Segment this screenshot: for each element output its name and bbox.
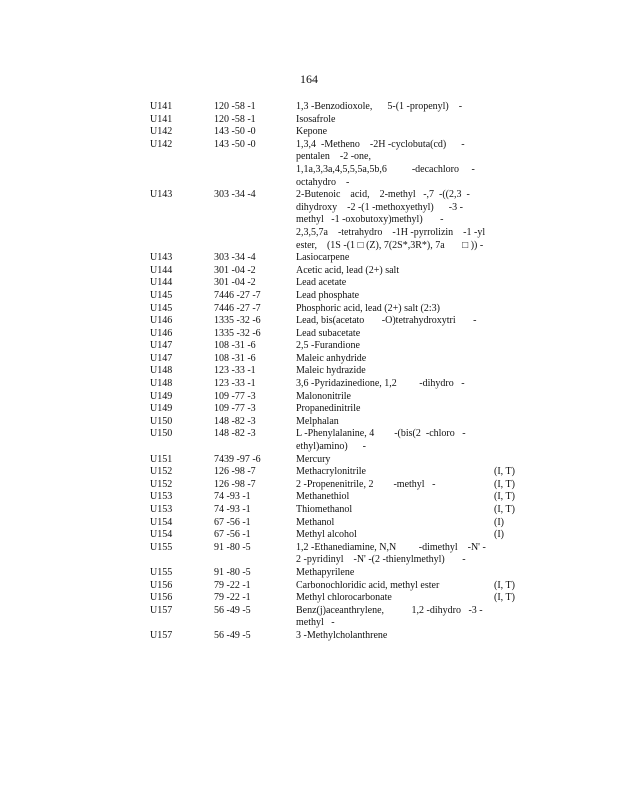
hazard-code: (I, T) — [494, 491, 515, 503]
waste-code: U146 — [150, 315, 173, 327]
cas-number: 148 -82 -3 — [214, 428, 256, 440]
substance-name-line: 3 -Methylcholanthrene — [296, 629, 388, 641]
hazard-code: (I, T) — [494, 592, 515, 604]
substance-name-line: Methanethiol — [296, 491, 350, 503]
waste-code: U148 — [150, 365, 173, 377]
substance-name — [296, 605, 494, 630]
substance-name-line: Acetic acid, lead (2+) salt — [296, 264, 400, 276]
substance-name-line: Lasiocarpene — [296, 252, 350, 264]
substance-name-line: ethyl)amino) - — [296, 441, 366, 453]
waste-code: U141 — [150, 101, 173, 112]
waste-code: U147 — [150, 352, 173, 364]
cas-number: 123 -33 -1 — [214, 378, 256, 390]
cas-number: 91 -80 -5 — [214, 566, 251, 578]
table-row — [150, 428, 530, 453]
table-row — [150, 403, 530, 416]
cas-number: 148 -82 -3 — [214, 415, 256, 427]
substance-name-line: 1,3,4 -Metheno -2H -cyclobuta(cd) - — [296, 138, 465, 150]
substance-name-line: octahydro - — [296, 176, 350, 188]
table-row — [150, 416, 530, 429]
table-row — [150, 340, 530, 353]
substance-name — [296, 139, 494, 189]
cas-number: 109 -77 -3 — [214, 403, 256, 415]
substance-name — [296, 567, 494, 580]
hazard-code: (I, T) — [494, 504, 515, 515]
table-row — [150, 315, 530, 328]
waste-code: U151 — [150, 453, 173, 465]
waste-code: U144 — [150, 264, 173, 276]
substance-name-line: dihydroxy -2 -(1 -methoxyethyl) -3 - — [296, 201, 463, 213]
cas-number: 79 -22 -1 — [214, 592, 251, 604]
substance-name — [296, 365, 494, 378]
waste-code: U153 — [150, 504, 173, 515]
substance-name-line: Methanol — [296, 516, 335, 528]
cas-number: 74 -93 -1 — [214, 504, 251, 515]
substance-name-line: 1,3 -Benzodioxole, 5-(1 -propenyl) - — [296, 101, 463, 112]
substance-name — [296, 517, 494, 530]
substance-name — [296, 630, 494, 643]
table-row — [150, 529, 530, 542]
substance-name — [296, 542, 494, 567]
table-row — [150, 391, 530, 404]
substance-name-line: Propanedinitrile — [296, 403, 361, 415]
substance-name — [296, 265, 494, 278]
cas-number: 143 -50 -0 — [214, 126, 256, 138]
substance-name — [296, 466, 494, 479]
substance-name-line: pentalen -2 -one, — [296, 151, 371, 163]
substance-name — [296, 378, 494, 391]
substance-name-line: Phosphoric acid, lead (2+) salt (2:3) — [296, 302, 440, 314]
waste-code: U153 — [150, 491, 173, 503]
substance-name-line: Melphalan — [296, 415, 339, 427]
cas-number: 7446 -27 -7 — [214, 302, 261, 314]
cas-number: 120 -58 -1 — [214, 113, 256, 125]
table-row — [150, 542, 530, 567]
hazard-code: (I, T) — [494, 579, 515, 591]
cas-number: 7439 -97 -6 — [214, 453, 261, 465]
table-row — [150, 328, 530, 341]
substance-name-line: Lead, bis(acetato -O)tetrahydroxytri - — [296, 315, 477, 327]
substance-name — [296, 491, 494, 504]
substance-name-line: L -Phenylalanine, 4 -(bis(2 -chloro - — [296, 428, 466, 440]
table-row — [150, 277, 530, 290]
cas-number: 56 -49 -5 — [214, 604, 251, 616]
cas-number: 143 -50 -0 — [214, 138, 256, 150]
substance-name-line: Carbonochloridic acid, methyl ester — [296, 579, 440, 591]
cas-number: 126 -98 -7 — [214, 466, 256, 478]
cas-number: 301 -04 -2 — [214, 277, 256, 289]
substance-name — [296, 403, 494, 416]
waste-code: U149 — [150, 403, 173, 415]
table-row — [150, 580, 530, 593]
substance-name-line: Lead subacetate — [296, 327, 361, 339]
waste-code: U147 — [150, 340, 173, 352]
cas-number: 74 -93 -1 — [214, 491, 251, 503]
substance-name-line: 1,1a,3,3a,4,5,5,5a,5b,6 -decachloro - — [296, 163, 475, 175]
substance-name — [296, 303, 494, 316]
substance-name-line: 1,2 -Ethanediamine, N,N -dimethyl -N' - — [296, 541, 486, 553]
waste-code: U145 — [150, 302, 173, 314]
substance-name-line: Maleic anhydride — [296, 352, 367, 364]
cas-number: 1335 -32 -6 — [214, 315, 261, 327]
substance-name-line: Methapyrilene — [296, 566, 355, 578]
substance-name — [296, 428, 494, 453]
table-row — [150, 303, 530, 316]
substance-name-line: Lead phosphate — [296, 289, 360, 301]
substance-name-line: Isosafrole — [296, 113, 336, 125]
substance-name-line: Methyl alcohol — [296, 529, 357, 541]
cas-number: 109 -77 -3 — [214, 390, 256, 402]
table-row — [150, 353, 530, 366]
hazard-code: (I, T) — [494, 466, 515, 478]
waste-code: U148 — [150, 378, 173, 390]
substance-name — [296, 353, 494, 366]
substance-name-line: Maleic hydrazide — [296, 365, 366, 377]
substance-name — [296, 189, 494, 252]
cas-number: 303 -34 -4 — [214, 189, 256, 201]
cas-number: 79 -22 -1 — [214, 579, 251, 591]
substance-name-line: Kepone — [296, 126, 328, 138]
cas-number: 126 -98 -7 — [214, 478, 256, 490]
cas-number: 1335 -32 -6 — [214, 327, 261, 339]
substance-name-line: 3,6 -Pyridazinedione, 1,2 -dihydro - — [296, 378, 465, 390]
cas-number: 7446 -27 -7 — [214, 289, 261, 301]
table-row — [150, 252, 530, 265]
table-row — [150, 290, 530, 303]
substance-name — [296, 277, 494, 290]
table-row — [150, 454, 530, 467]
substance-name-line: ester, (1S -(1 □ (Z), 7(2S*,3R*), 7a □ )) - — [296, 239, 484, 251]
cas-number: 56 -49 -5 — [214, 629, 251, 641]
cas-number: 108 -31 -6 — [214, 340, 256, 352]
substance-name-line: Benz(j)aceanthrylene, 1,2 -dihydro -3 - — [296, 604, 483, 616]
waste-code: U157 — [150, 629, 173, 641]
table-row — [150, 365, 530, 378]
hazard-code: (I, T) — [494, 478, 515, 490]
hazardous-waste-table — [150, 101, 530, 643]
substance-name — [296, 504, 494, 517]
table-row — [150, 114, 530, 127]
waste-code: U146 — [150, 327, 173, 339]
waste-code: U141 — [150, 113, 173, 125]
waste-code: U143 — [150, 189, 173, 201]
substance-name — [296, 592, 494, 605]
substance-name — [296, 252, 494, 265]
cas-number: 303 -34 -4 — [214, 252, 256, 264]
substance-name — [296, 315, 494, 328]
table-row — [150, 126, 530, 139]
waste-code: U150 — [150, 428, 173, 440]
waste-code: U154 — [150, 529, 173, 541]
table-row — [150, 139, 530, 189]
substance-name-line: Malononitrile — [296, 390, 351, 402]
hazard-code: (I) — [494, 516, 504, 528]
waste-code: U142 — [150, 126, 173, 138]
table-row — [150, 378, 530, 391]
substance-name-line: Mercury — [296, 453, 331, 465]
table-row — [150, 479, 530, 492]
substance-name — [296, 340, 494, 353]
substance-name — [296, 114, 494, 127]
cas-number: 67 -56 -1 — [214, 529, 251, 541]
substance-name — [296, 328, 494, 341]
waste-code: U143 — [150, 252, 173, 264]
substance-name — [296, 416, 494, 429]
hazard-code: (I) — [494, 529, 504, 541]
waste-code: U156 — [150, 592, 173, 604]
substance-name-line: methyl -1 -oxobutoxy)methyl) - — [296, 214, 444, 226]
table-row — [150, 491, 530, 504]
substance-name-line: Lead acetate — [296, 277, 347, 289]
cas-number: 123 -33 -1 — [214, 365, 256, 377]
waste-code: U156 — [150, 579, 173, 591]
table-row — [150, 189, 530, 252]
cas-number: 108 -31 -6 — [214, 352, 256, 364]
substance-name — [296, 126, 494, 139]
waste-code: U154 — [150, 516, 173, 528]
waste-code: U152 — [150, 478, 173, 490]
table-row — [150, 630, 530, 643]
substance-name — [296, 529, 494, 542]
waste-code: U144 — [150, 277, 173, 289]
substance-name-line: Methacrylonitrile — [296, 466, 366, 478]
table-row — [150, 605, 530, 630]
cas-number: 91 -80 -5 — [214, 541, 251, 553]
substance-name — [296, 454, 494, 467]
substance-name-line: 2,3,5,7a -tetrahydro -1H -pyrrolizin -1 -yl — [296, 226, 486, 238]
substance-name — [296, 391, 494, 404]
table-row — [150, 517, 530, 530]
waste-code: U155 — [150, 566, 173, 578]
table-row — [150, 504, 530, 517]
table-row — [150, 265, 530, 278]
cas-number: 301 -04 -2 — [214, 264, 256, 276]
substance-name — [296, 479, 494, 492]
substance-name — [296, 290, 494, 303]
cas-number: 67 -56 -1 — [214, 516, 251, 528]
table-row — [150, 466, 530, 479]
waste-code: U152 — [150, 466, 173, 478]
waste-code: U142 — [150, 138, 173, 150]
substance-name-line: 2 -Propenenitrile, 2 -methyl - — [296, 478, 436, 490]
substance-name-line: 2-Butenoic acid, 2-methyl -,7 -((2,3 - — [296, 189, 470, 201]
waste-code: U145 — [150, 289, 173, 301]
page-number: 164 — [300, 72, 318, 86]
waste-code: U149 — [150, 390, 173, 402]
substance-name-line: Methyl chlorocarbonate — [296, 592, 392, 604]
table-row — [150, 592, 530, 605]
substance-name-line: Thiomethanol — [296, 504, 353, 515]
waste-code: U157 — [150, 604, 173, 616]
waste-code: U155 — [150, 541, 173, 553]
table-row — [150, 101, 530, 114]
substance-name-line: 2,5 -Furandione — [296, 340, 360, 352]
substance-name-line: methyl - — [296, 617, 335, 629]
substance-name — [296, 580, 494, 593]
table-row — [150, 567, 530, 580]
waste-code: U150 — [150, 415, 173, 427]
cas-number: 120 -58 -1 — [214, 101, 256, 112]
substance-name — [296, 101, 494, 114]
substance-name-line: 2 -pyridinyl -N' -(2 -thienylmethyl) - — [296, 554, 466, 566]
